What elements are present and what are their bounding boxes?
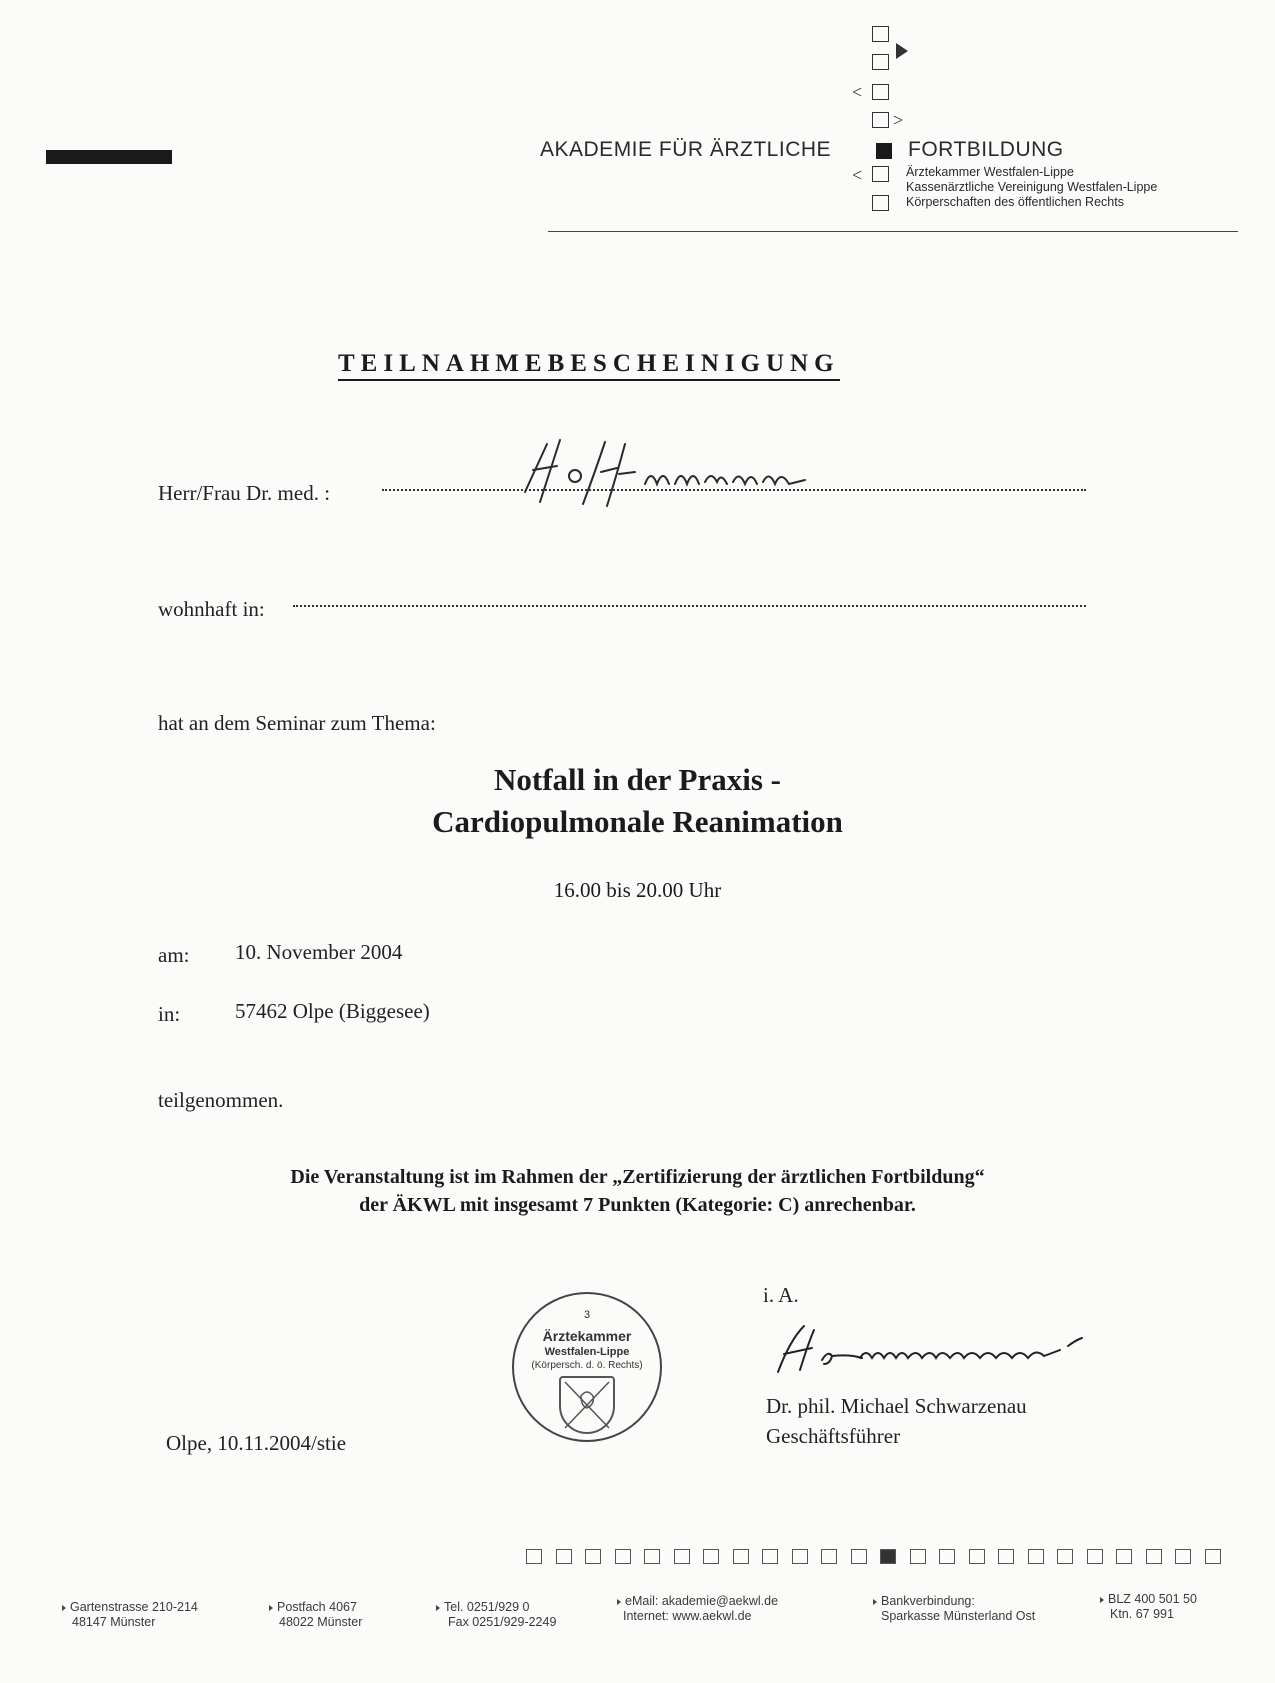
arrow-right-icon <box>896 43 908 59</box>
footer-square <box>585 1549 601 1564</box>
footer-email: eMail: akademie@aekwl.de <box>625 1594 779 1608</box>
header-sub-1: Ärztekammer Westfalen-Lippe <box>906 165 1074 179</box>
footer-square <box>1087 1549 1103 1564</box>
seminar-title-line-1: Notfall in der Praxis - <box>493 762 781 797</box>
stamp-line-2: Westfalen-Lippe <box>544 1346 630 1358</box>
org-name-left: AKADEMIE FÜR ÄRZTLICHE <box>540 138 832 161</box>
footer-square <box>674 1549 690 1564</box>
footer-square <box>1116 1549 1132 1564</box>
footer-account <box>1100 1592 1197 1622</box>
place-value: 57462 Olpe (Biggesee) <box>235 999 430 1023</box>
header-square <box>872 54 889 70</box>
header-sub-2: Kassenärztliche Vereinigung Westfalen-Lippe <box>906 180 1158 194</box>
footer-square <box>1028 1549 1044 1564</box>
chevron-right-icon: > <box>893 110 904 130</box>
residence-dotted-line <box>293 605 1086 607</box>
footer-square <box>821 1549 837 1564</box>
footer-square <box>526 1549 542 1564</box>
footer-square <box>1175 1549 1191 1564</box>
bullet-arrow-icon <box>436 1605 440 1611</box>
footer-bank <box>873 1594 1035 1624</box>
bullet-arrow-icon <box>617 1599 621 1605</box>
date-label: am: <box>158 943 190 967</box>
footer-square-strip <box>526 1549 1236 1565</box>
footer-square <box>851 1549 867 1564</box>
stamp-line-1: Ärztekammer <box>542 1328 632 1344</box>
footer-fax: Fax 0251/929-2249 <box>448 1615 557 1629</box>
header-black-bar <box>46 150 172 164</box>
footer-address <box>62 1600 198 1630</box>
footer-postbox-line-1: Postfach 4067 <box>277 1600 357 1614</box>
seminar-title-line-2: Cardiopulmonale Reanimation <box>432 804 843 839</box>
ia-label: i. A. <box>763 1283 799 1307</box>
participated-text: teilgenommen. <box>158 1088 284 1112</box>
footer-square <box>910 1549 926 1564</box>
footer-bank-name: Sparkasse Münsterland Ost <box>881 1609 1036 1623</box>
footer-square <box>703 1549 719 1564</box>
footer-square <box>1146 1549 1162 1564</box>
seminar-time: 16.00 bis 20.00 Uhr <box>553 878 722 902</box>
footer-square <box>969 1549 985 1564</box>
signatory-role: Geschäftsführer <box>766 1424 901 1448</box>
footer-bank-label: Bankverbindung: <box>881 1594 975 1608</box>
coat-of-arms-drawing <box>561 1378 613 1432</box>
header-square <box>872 195 889 211</box>
bullet-arrow-icon <box>873 1599 877 1605</box>
org-name-right: FORTBILDUNG <box>908 138 1064 161</box>
certification-notice-line-2: der ÄKWL mit insgesamt 7 Punkten (Kategorie: C) anrechenbar. <box>359 1194 916 1216</box>
footer-square <box>615 1549 631 1564</box>
footer-square <box>644 1549 660 1564</box>
footer-address-line-1: Gartenstrasse 210-214 <box>70 1600 198 1614</box>
signatory-name: Dr. phil. Michael Schwarzenau <box>766 1394 1027 1418</box>
footer-square <box>939 1549 955 1564</box>
chevron-left-icon: < <box>852 165 863 185</box>
footer-contact <box>617 1594 778 1624</box>
footer-square <box>1205 1549 1221 1564</box>
footer-blz: BLZ 400 501 50 <box>1108 1592 1197 1606</box>
place-date: Olpe, 10.11.2004/stie <box>166 1431 347 1455</box>
certificate-title: TEILNAHMEBESCHEINIGUNG <box>338 350 840 381</box>
footer-square <box>556 1549 572 1564</box>
handwritten-signature <box>770 1320 1110 1380</box>
handwritten-name-signature <box>505 432 855 512</box>
filled-square-icon <box>876 143 892 159</box>
bullet-arrow-icon <box>62 1605 66 1611</box>
footer-square <box>792 1549 808 1564</box>
stamp-line-3: (Körpersch. d. ö. Rechts) <box>531 1360 643 1371</box>
seminar-intro: hat an dem Seminar zum Thema: <box>158 711 436 735</box>
footer-tel: Tel. 0251/929 0 <box>444 1600 530 1614</box>
header-square <box>872 112 889 128</box>
official-stamp <box>512 1292 662 1442</box>
footer-square <box>998 1549 1014 1564</box>
header-rule <box>548 231 1238 232</box>
bullet-arrow-icon <box>269 1605 273 1611</box>
footer-postbox-line-2: 48022 Münster <box>279 1615 363 1629</box>
footer-internet: Internet: www.aekwl.de <box>623 1609 752 1623</box>
footer-postbox <box>269 1600 362 1630</box>
date-value: 10. November 2004 <box>235 940 403 964</box>
place-label: in: <box>158 1002 181 1026</box>
footer-phone <box>436 1600 556 1630</box>
footer-account-number: Ktn. 67 991 <box>1110 1607 1174 1621</box>
header-square <box>872 166 889 182</box>
header-square <box>872 26 889 42</box>
name-label: Herr/Frau Dr. med. : <box>158 481 331 505</box>
footer-square <box>733 1549 749 1564</box>
stamp-number: 3 <box>583 1309 591 1321</box>
residence-label: wohnhaft in: <box>158 597 265 621</box>
header-sub-3: Körperschaften des öffentlichen Rechts <box>906 195 1124 209</box>
certification-notice-line-1: Die Veranstaltung ist im Rahmen der „Zertifizierung der ärztlichen Fortbildung“ <box>290 1166 985 1188</box>
coat-of-arms-icon <box>559 1376 615 1434</box>
footer-square <box>1057 1549 1073 1564</box>
footer-square <box>762 1549 778 1564</box>
header-square <box>872 84 889 100</box>
chevron-left-icon: < <box>852 82 863 102</box>
footer-address-line-2: 48147 Münster <box>72 1615 156 1629</box>
footer-square-filled <box>880 1549 896 1564</box>
bullet-arrow-icon <box>1100 1597 1104 1603</box>
